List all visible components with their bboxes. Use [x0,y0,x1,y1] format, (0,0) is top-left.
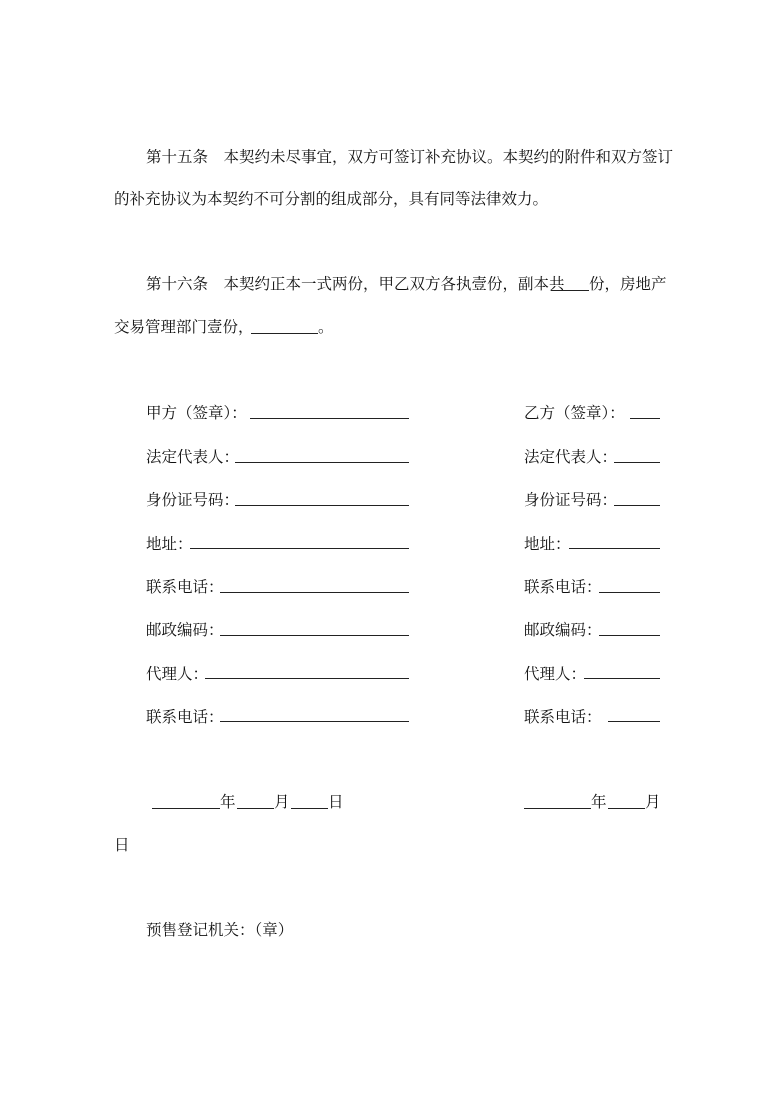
party-a-agent-field[interactable] [205,678,409,679]
party-a-agent-phone-label: 联系电话： [146,708,224,726]
party-a-legal-rep-field[interactable] [235,462,409,463]
party-a-day-label: 日 [328,793,344,811]
party-a-year-label: 年 [220,793,236,811]
article-16-line-1a: 第十六条 本契约正本一式两份，甲乙双方各执壹份，副本共 [146,275,565,293]
party-a-phone-field[interactable] [220,592,409,593]
party-b-legal-rep-label: 法定代表人： [524,448,618,466]
party-a-month-blank[interactable] [237,808,274,809]
party-b-address-field[interactable] [569,548,660,549]
party-a-month-label: 月 [274,793,290,811]
party-b-legal-rep-field[interactable] [614,462,660,463]
article-15-line-1: 第十五条 本契约未尽事宜，双方可签订补充协议。本契约的附件和双方签订 [146,148,674,166]
party-a-sign-field[interactable] [250,418,409,419]
party-b-year-label: 年 [591,793,607,811]
article-16-line-1b: 份，房地产 [589,275,667,293]
party-a-agent-phone-field[interactable] [220,721,409,722]
party-a-address-label: 地址： [146,535,193,553]
party-a-phone-label: 联系电话： [146,578,224,596]
party-a-year-blank[interactable] [152,808,220,809]
party-b-day-label: 日 [114,836,130,854]
party-b-sign-label: 乙方（签章）： [524,404,625,422]
party-b-postcode-field[interactable] [599,635,660,636]
party-b-phone-label: 联系电话： [524,578,602,596]
article-16-line-2b: 。 [318,318,334,336]
article-15-line-2: 的补充协议为本契约不可分割的组成部分，具有同等法律效力。 [114,190,549,208]
copies-count-blank[interactable] [551,290,589,291]
party-b-address-label: 地址： [524,535,571,553]
article-16-blank[interactable] [251,333,318,334]
party-a-id-label: 身份证号码： [146,491,240,509]
party-a-legal-rep-label: 法定代表人： [146,448,240,466]
registration-authority: 预售登记机关：（章） [146,921,294,939]
party-b-month-blank[interactable] [608,808,645,809]
party-a-postcode-label: 邮政编码： [146,621,224,639]
party-a-address-field[interactable] [190,548,409,549]
party-a-postcode-field[interactable] [220,635,409,636]
party-b-agent-phone-label: 联系电话： [524,708,602,726]
party-a-day-blank[interactable] [291,808,328,809]
party-b-year-blank[interactable] [524,808,591,809]
party-b-postcode-label: 邮政编码： [524,621,602,639]
party-a-id-field[interactable] [235,505,409,506]
party-a-agent-label: 代理人： [146,665,209,683]
party-b-month-label: 月 [645,793,661,811]
party-b-agent-field[interactable] [584,678,660,679]
party-b-agent-label: 代理人： [524,665,587,683]
party-b-id-label: 身份证号码： [524,491,618,509]
party-b-sign-field[interactable] [630,418,660,419]
party-b-phone-field[interactable] [599,592,660,593]
party-b-agent-phone-field[interactable] [608,721,660,722]
party-b-id-field[interactable] [614,505,660,506]
article-16-line-2a: 交易管理部门壹份， [114,318,254,336]
party-a-sign-label: 甲方（签章）： [146,404,247,422]
